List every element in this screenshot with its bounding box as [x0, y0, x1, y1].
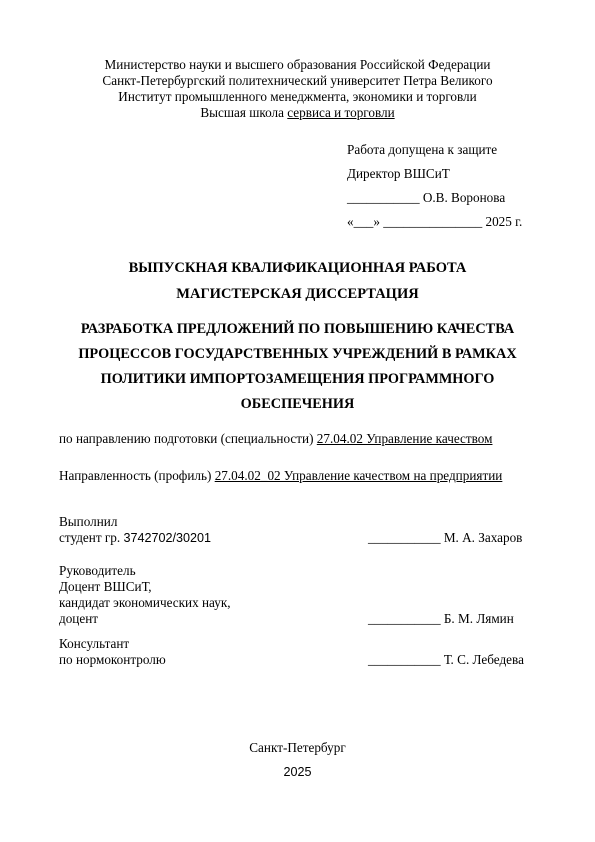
profile-label: Направленность (профиль) [59, 468, 215, 483]
direction-line [59, 431, 492, 447]
school-name-line [0, 105, 595, 121]
student-role: Выполнил [59, 514, 118, 529]
university-name: Санкт-Петербургский политехнический университет Петра Великого [102, 73, 493, 88]
consultant-block [59, 636, 166, 668]
topic-line: ОБЕСПЕЧЕНИЯ [240, 396, 355, 412]
ministry-name: Министерство науки и высшего образования Российской Федерации [104, 57, 491, 72]
profile-value: 27.04.02_02 Управление качеством на предприятии [214, 468, 503, 483]
direction-value: 27.04.02 Управление качеством [316, 431, 493, 446]
topic-line: РАЗРАБОТКА ПРЕДЛОЖЕНИЙ ПО ПОВЫШЕНИЮ КАЧЕСТВА [80, 321, 515, 337]
dissertation-title: МАГИСТЕРСКАЯ ДИССЕРТАЦИЯ [176, 286, 419, 302]
student-group-line [59, 530, 211, 546]
footer-city: Санкт-Петербург [249, 740, 346, 755]
supervisor-block [59, 563, 231, 627]
consultant-area: по нормоконтролю [59, 652, 166, 667]
organization-header [0, 57, 595, 121]
direction-label: по направлению подготовки (специальности) [59, 431, 317, 446]
footer-year: 2025 [283, 765, 312, 779]
profile-line [59, 468, 502, 484]
work-type-title: ВЫПУСКНАЯ КВАЛИФИКАЦИОННАЯ РАБОТА [128, 260, 467, 276]
student-signature: ___________ М. А. Захаров [368, 530, 523, 545]
supervisor-title: доцент [59, 611, 99, 626]
student-group-number: 3742702/30201 [123, 531, 212, 545]
approval-admitted: Работа допущена к защите [347, 142, 498, 157]
approval-date: «___» _______________ 2025 г. [347, 214, 523, 229]
approval-director: Директор ВШСиТ [347, 166, 450, 181]
consultant-signature: ___________ Т. С. Лебедева [368, 652, 524, 667]
institute-name: Институт промышленного менеджмента, экономики и торговли [118, 89, 477, 104]
supervisor-degree: кандидат экономических наук, [59, 595, 231, 610]
thesis-topic [60, 317, 535, 417]
supervisor-position: Доцент ВШСиТ, [59, 579, 152, 594]
approval-block [347, 138, 522, 234]
student-group-label: студент гр. [59, 530, 124, 545]
topic-line: ПОЛИТИКИ ИМПОРТОЗАМЕЩЕНИЯ ПРОГРАММНОГО [100, 371, 495, 387]
topic-line: ПРОЦЕССОВ ГОСУДАРСТВЕННЫХ УЧРЕЖДЕНИЙ В РАМКАХ [78, 346, 517, 362]
approval-signature: ___________ О.В. Воронова [347, 190, 506, 205]
supervisor-signature: ___________ Б. М. Лямин [368, 611, 514, 626]
supervisor-role: Руководитель [59, 563, 136, 578]
school-name: сервиса и торговли [287, 105, 395, 120]
consultant-role: Консультант [59, 636, 130, 651]
student-block [59, 514, 211, 546]
school-prefix: Высшая школа [200, 105, 288, 120]
